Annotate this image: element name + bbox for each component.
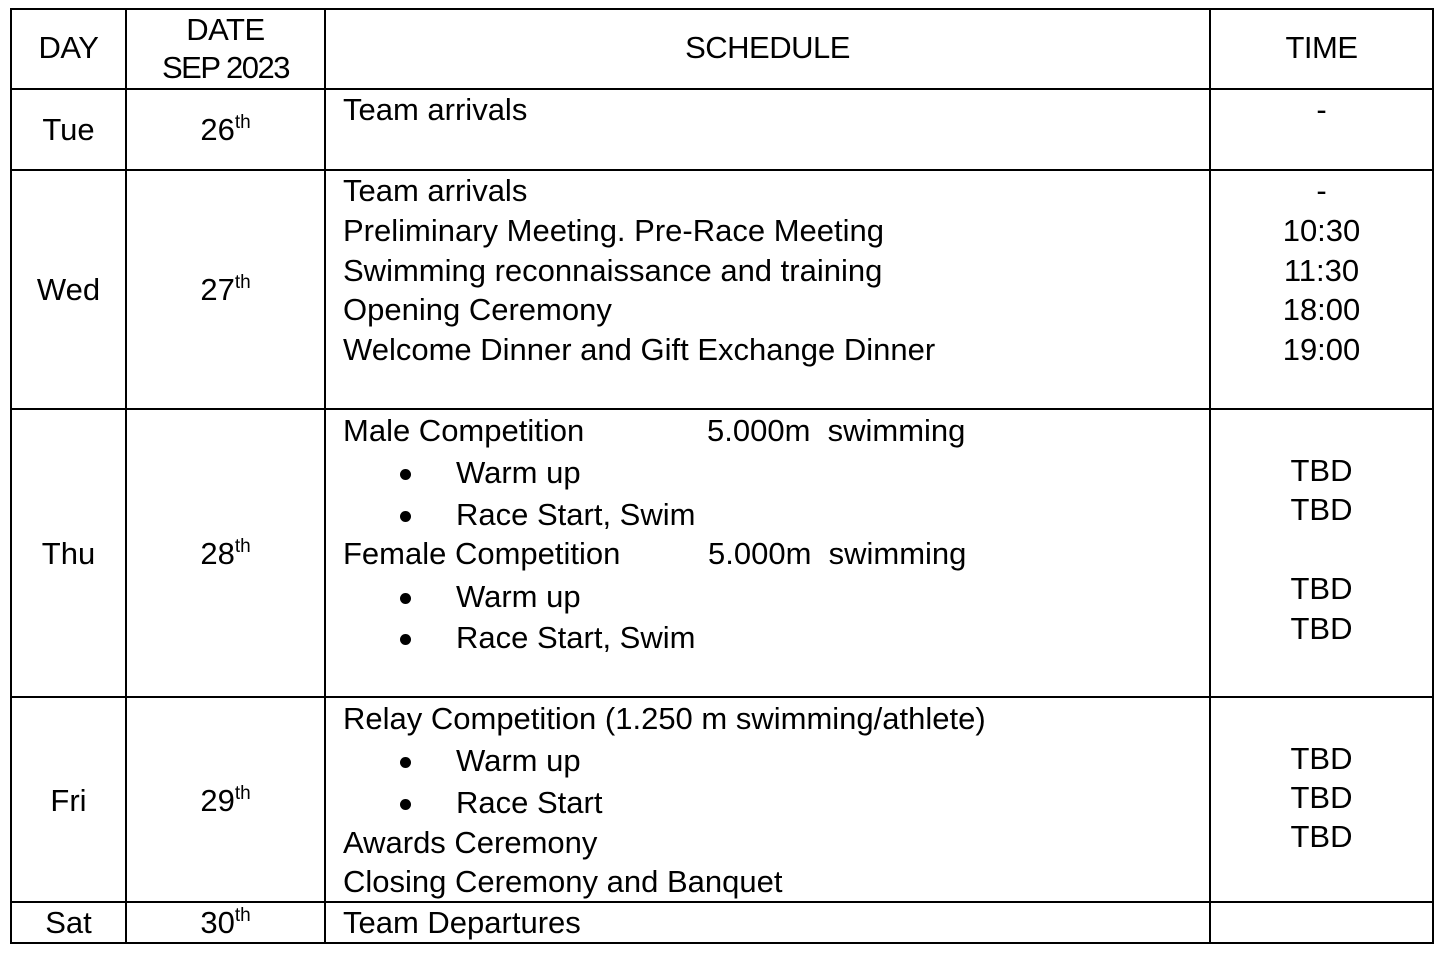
schedule-item: Opening Ceremony (343, 292, 612, 327)
bullet-item: Race Start, Swim (456, 497, 696, 532)
row-divider (10, 696, 1434, 698)
schedule-item: Welcome Dinner and Gift Exchange Dinner (343, 332, 936, 367)
schedule-item: Awards Ceremony (343, 825, 598, 860)
bullet-item: Race Start, Swim (456, 620, 696, 655)
time-cell: 11:30 (1283, 253, 1360, 288)
bullet-icon (400, 469, 411, 480)
bullet-item: Race Start (456, 785, 603, 820)
day-cell: Wed (36, 272, 101, 307)
date-number: 26 (200, 112, 235, 147)
bullet-icon (400, 511, 411, 522)
day-cell: Thu (41, 536, 96, 571)
time-cell: TBD (1290, 571, 1353, 606)
date-cell (127, 903, 324, 948)
bullet-item: Warm up (456, 455, 581, 490)
bullet-item: Warm up (456, 743, 581, 778)
schedule-item: Team Departures (343, 905, 581, 940)
bullet-icon (400, 593, 411, 604)
date-cell (127, 110, 324, 155)
row-divider (10, 408, 1434, 410)
time-cell: TBD (1290, 741, 1353, 776)
female-competition-distance: 5.000m swimming (708, 536, 967, 571)
schedule-item: Team arrivals (343, 92, 528, 127)
date-suffix: th (234, 272, 251, 293)
bullet-icon (400, 799, 411, 810)
time-cell: TBD (1290, 492, 1353, 527)
time-cell: - (1316, 92, 1327, 127)
schedule-item: Team arrivals (343, 173, 528, 208)
day-cell: Tue (42, 112, 95, 147)
date-cell (127, 534, 324, 579)
header-time: TIME (1285, 30, 1358, 65)
time-cell: 18:00 (1282, 292, 1361, 327)
male-competition-distance: 5.000m swimming (707, 413, 966, 448)
time-cell: TBD (1290, 780, 1353, 815)
day-cell: Sat (45, 905, 92, 940)
schedule-item: Closing Ceremony and Banquet (343, 864, 783, 899)
header-date-line2: SEP 2023 (161, 50, 290, 85)
header-day: DAY (38, 30, 99, 65)
date-suffix: th (234, 112, 251, 133)
date-number: 28 (200, 536, 235, 571)
schedule-item: Preliminary Meeting. Pre-Race Meeting (343, 213, 884, 248)
male-competition-label: Male Competition (343, 413, 585, 448)
date-suffix: th (234, 905, 251, 926)
date-number: 30 (200, 905, 235, 940)
table-border-right (1432, 8, 1434, 944)
date-number: 27 (200, 272, 235, 307)
date-suffix: th (234, 783, 251, 804)
female-competition-label: Female Competition (343, 536, 621, 571)
header-schedule: SCHEDULE (685, 30, 850, 65)
column-divider (324, 8, 326, 944)
date-cell (127, 781, 324, 826)
bullet-icon (400, 634, 411, 645)
time-cell: TBD (1290, 453, 1353, 488)
bullet-item: Warm up (456, 579, 581, 614)
date-cell (127, 270, 324, 315)
header-date-line1: DATE (186, 12, 265, 47)
date-suffix: th (234, 536, 251, 557)
time-cell: - (1316, 173, 1327, 208)
bullet-icon (400, 757, 411, 768)
time-cell: 10:30 (1282, 213, 1361, 248)
time-cell: 19:00 (1282, 332, 1361, 367)
date-number: 29 (200, 783, 235, 818)
day-cell: Fri (50, 783, 87, 818)
schedule-item: Swimming reconnaissance and training (343, 253, 883, 288)
time-cell: TBD (1290, 819, 1353, 854)
table-border-top (10, 8, 1434, 10)
relay-competition-label: Relay Competition (1.250 m swimming/athlete) (343, 701, 986, 736)
time-cell: TBD (1290, 611, 1353, 646)
